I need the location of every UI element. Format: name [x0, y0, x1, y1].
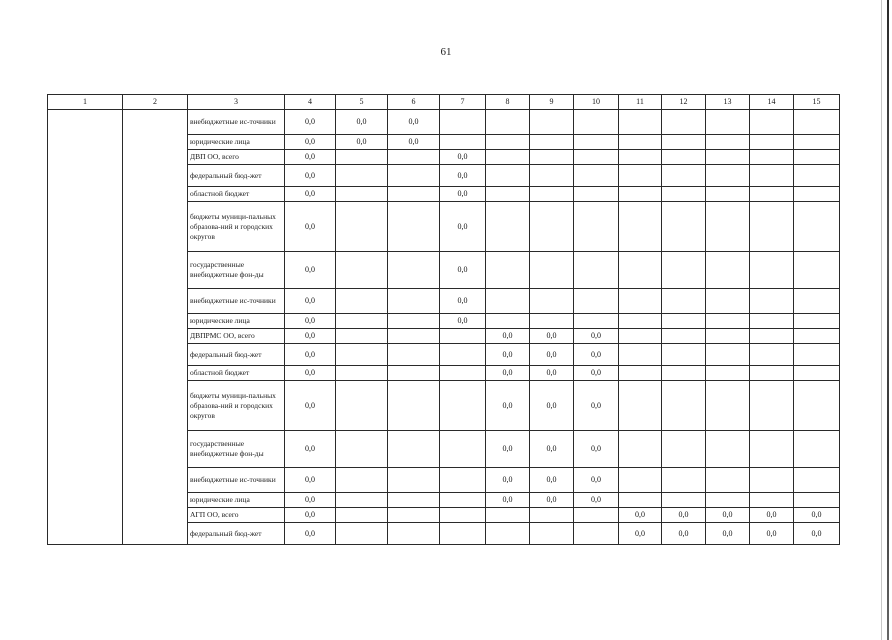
row-label: федеральный бюд-жет	[188, 165, 285, 187]
value-cell	[388, 289, 440, 314]
value-cell	[530, 110, 574, 135]
value-cell	[750, 381, 794, 431]
value-cell	[706, 187, 750, 202]
value-cell	[750, 329, 794, 344]
value-cell	[619, 202, 662, 252]
value-cell	[336, 314, 388, 329]
value-cell	[440, 329, 486, 344]
value-cell	[336, 431, 388, 468]
budget-table	[47, 94, 840, 545]
value-cell	[794, 187, 840, 202]
column-header-4: 4	[285, 95, 336, 110]
value-cell	[619, 187, 662, 202]
value-cell: 0,0	[285, 493, 336, 508]
value-cell	[336, 468, 388, 493]
value-cell	[706, 344, 750, 366]
value-cell	[662, 381, 706, 431]
value-cell	[486, 523, 530, 545]
value-cell	[794, 135, 840, 150]
column-header-13: 13	[706, 95, 750, 110]
column-header-6: 6	[388, 95, 440, 110]
value-cell: 0,0	[285, 289, 336, 314]
value-cell: 0,0	[486, 329, 530, 344]
value-cell	[619, 314, 662, 329]
value-cell	[619, 289, 662, 314]
value-cell	[440, 366, 486, 381]
value-cell	[486, 150, 530, 165]
value-cell	[486, 202, 530, 252]
value-cell	[388, 202, 440, 252]
value-cell	[574, 289, 619, 314]
value-cell	[336, 329, 388, 344]
value-cell	[530, 252, 574, 289]
value-cell	[440, 493, 486, 508]
value-cell	[336, 202, 388, 252]
value-cell: 0,0	[440, 289, 486, 314]
value-cell: 0,0	[440, 150, 486, 165]
value-cell	[336, 344, 388, 366]
value-cell	[336, 165, 388, 187]
value-cell: 0,0	[574, 381, 619, 431]
value-cell	[336, 381, 388, 431]
value-cell: 0,0	[388, 110, 440, 135]
value-cell	[336, 508, 388, 523]
value-cell	[619, 431, 662, 468]
column-header-8: 8	[486, 95, 530, 110]
value-cell	[662, 202, 706, 252]
value-cell: 0,0	[706, 508, 750, 523]
value-cell	[440, 135, 486, 150]
value-cell	[388, 150, 440, 165]
value-cell	[336, 523, 388, 545]
value-cell	[440, 508, 486, 523]
row-label: внебюджетные ис-точники	[188, 468, 285, 493]
value-cell: 0,0	[285, 165, 336, 187]
value-cell	[530, 508, 574, 523]
value-cell	[750, 366, 794, 381]
value-cell: 0,0	[530, 468, 574, 493]
value-cell	[662, 135, 706, 150]
value-cell	[794, 468, 840, 493]
row-label: юридические лица	[188, 493, 285, 508]
value-cell	[750, 135, 794, 150]
value-cell	[486, 252, 530, 289]
column-header-14: 14	[750, 95, 794, 110]
row-label: федеральный бюд-жет	[188, 523, 285, 545]
row-label: внебюджетные ис-точники	[188, 289, 285, 314]
value-cell: 0,0	[486, 366, 530, 381]
value-cell	[706, 431, 750, 468]
value-cell	[530, 150, 574, 165]
value-cell	[750, 202, 794, 252]
value-cell	[619, 165, 662, 187]
row-label: юридические лица	[188, 135, 285, 150]
value-cell: 0,0	[440, 165, 486, 187]
row-label: бюджеты муници-пальных образова-ний и городских округов	[188, 202, 285, 252]
value-cell	[750, 289, 794, 314]
value-cell	[336, 150, 388, 165]
value-cell: 0,0	[530, 344, 574, 366]
value-cell	[486, 314, 530, 329]
value-cell: 0,0	[794, 523, 840, 545]
value-cell	[574, 150, 619, 165]
page-number: 61	[440, 46, 452, 58]
column-header-7: 7	[440, 95, 486, 110]
value-cell	[486, 165, 530, 187]
row-label: государственные внебюджетные фон-ды	[188, 431, 285, 468]
value-cell	[388, 344, 440, 366]
value-cell	[440, 523, 486, 545]
value-cell: 0,0	[285, 314, 336, 329]
value-cell	[794, 314, 840, 329]
row-label: ДВПРМС ОО, всего	[188, 329, 285, 344]
value-cell	[662, 252, 706, 289]
value-cell	[662, 366, 706, 381]
value-cell	[619, 252, 662, 289]
value-cell: 0,0	[794, 508, 840, 523]
value-cell: 0,0	[285, 344, 336, 366]
value-cell	[794, 329, 840, 344]
value-cell	[619, 366, 662, 381]
value-cell: 0,0	[285, 150, 336, 165]
value-cell	[706, 202, 750, 252]
value-cell	[440, 344, 486, 366]
value-cell	[336, 493, 388, 508]
value-cell	[794, 165, 840, 187]
value-cell	[794, 150, 840, 165]
value-cell: 0,0	[706, 523, 750, 545]
value-cell	[388, 165, 440, 187]
value-cell: 0,0	[662, 508, 706, 523]
value-cell	[440, 381, 486, 431]
value-cell	[750, 187, 794, 202]
value-cell	[706, 150, 750, 165]
value-cell: 0,0	[285, 366, 336, 381]
value-cell	[574, 314, 619, 329]
value-cell: 0,0	[530, 366, 574, 381]
value-cell	[530, 187, 574, 202]
value-cell: 0,0	[440, 202, 486, 252]
value-cell	[706, 366, 750, 381]
value-cell	[486, 289, 530, 314]
value-cell	[336, 366, 388, 381]
value-cell	[619, 381, 662, 431]
value-cell	[574, 252, 619, 289]
value-cell	[794, 289, 840, 314]
value-cell	[706, 289, 750, 314]
value-cell: 0,0	[285, 431, 336, 468]
value-cell	[440, 110, 486, 135]
value-cell: 0,0	[530, 329, 574, 344]
value-cell: 0,0	[440, 252, 486, 289]
row-label: юридические лица	[188, 314, 285, 329]
row-label: областной бюджет	[188, 366, 285, 381]
value-cell	[486, 508, 530, 523]
value-cell	[574, 523, 619, 545]
value-cell	[662, 187, 706, 202]
value-cell	[574, 202, 619, 252]
column-header-3: 3	[188, 95, 285, 110]
scan-page-edge	[887, 0, 889, 640]
value-cell	[662, 493, 706, 508]
row-label: федеральный бюд-жет	[188, 344, 285, 366]
value-cell: 0,0	[574, 431, 619, 468]
value-cell	[388, 381, 440, 431]
value-cell	[794, 493, 840, 508]
value-cell: 0,0	[285, 202, 336, 252]
value-cell	[794, 252, 840, 289]
value-cell	[530, 314, 574, 329]
value-cell: 0,0	[530, 493, 574, 508]
value-cell: 0,0	[750, 523, 794, 545]
value-cell	[706, 381, 750, 431]
value-cell	[388, 314, 440, 329]
value-cell	[574, 110, 619, 135]
value-cell	[574, 187, 619, 202]
value-cell	[440, 431, 486, 468]
value-cell	[794, 344, 840, 366]
value-cell: 0,0	[574, 366, 619, 381]
value-cell	[388, 366, 440, 381]
value-cell: 0,0	[574, 493, 619, 508]
value-cell	[336, 252, 388, 289]
value-cell	[619, 135, 662, 150]
value-cell: 0,0	[530, 431, 574, 468]
value-cell	[530, 135, 574, 150]
row-label: областной бюджет	[188, 187, 285, 202]
value-cell: 0,0	[285, 508, 336, 523]
value-cell: 0,0	[285, 381, 336, 431]
row-label: государственные внебюджетные фон-ды	[188, 252, 285, 289]
column-header-2: 2	[123, 95, 188, 110]
value-cell	[662, 165, 706, 187]
value-cell	[440, 468, 486, 493]
table-row	[48, 110, 840, 135]
value-cell	[574, 135, 619, 150]
value-cell	[662, 431, 706, 468]
value-cell	[662, 289, 706, 314]
value-cell	[662, 110, 706, 135]
value-cell	[706, 329, 750, 344]
value-cell	[388, 187, 440, 202]
value-cell	[706, 493, 750, 508]
value-cell	[388, 468, 440, 493]
value-cell: 0,0	[486, 431, 530, 468]
value-cell	[706, 110, 750, 135]
value-cell	[619, 150, 662, 165]
value-cell	[794, 202, 840, 252]
value-cell: 0,0	[574, 468, 619, 493]
value-cell	[750, 344, 794, 366]
value-cell	[388, 493, 440, 508]
column-2-cell	[123, 110, 188, 545]
value-cell	[750, 165, 794, 187]
value-cell: 0,0	[285, 523, 336, 545]
value-cell	[336, 289, 388, 314]
value-cell	[706, 468, 750, 493]
column-header-12: 12	[662, 95, 706, 110]
row-label: ДВП ОО, всего	[188, 150, 285, 165]
value-cell: 0,0	[440, 187, 486, 202]
row-label: бюджеты муници-пальных образова-ний и городских округов	[188, 381, 285, 431]
value-cell	[706, 165, 750, 187]
value-cell: 0,0	[662, 523, 706, 545]
value-cell	[336, 187, 388, 202]
value-cell	[706, 135, 750, 150]
value-cell	[706, 252, 750, 289]
column-1-cell	[48, 110, 123, 545]
value-cell: 0,0	[574, 329, 619, 344]
value-cell	[794, 110, 840, 135]
value-cell	[662, 314, 706, 329]
value-cell	[486, 187, 530, 202]
value-cell	[662, 329, 706, 344]
value-cell	[750, 493, 794, 508]
column-header-11: 11	[619, 95, 662, 110]
value-cell	[530, 523, 574, 545]
value-cell	[619, 110, 662, 135]
column-header-1: 1	[48, 95, 123, 110]
value-cell: 0,0	[336, 135, 388, 150]
value-cell	[662, 468, 706, 493]
row-label: АГП ОО, всего	[188, 508, 285, 523]
column-header-15: 15	[794, 95, 840, 110]
value-cell: 0,0	[486, 381, 530, 431]
value-cell	[388, 431, 440, 468]
value-cell	[619, 344, 662, 366]
value-cell	[486, 135, 530, 150]
value-cell	[794, 366, 840, 381]
value-cell	[750, 110, 794, 135]
value-cell	[750, 314, 794, 329]
value-cell	[619, 329, 662, 344]
value-cell	[530, 202, 574, 252]
value-cell	[388, 329, 440, 344]
value-cell: 0,0	[750, 508, 794, 523]
value-cell	[662, 150, 706, 165]
value-cell: 0,0	[619, 508, 662, 523]
value-cell: 0,0	[336, 110, 388, 135]
value-cell	[750, 252, 794, 289]
value-cell	[388, 508, 440, 523]
value-cell	[486, 110, 530, 135]
table-header-row	[48, 95, 840, 110]
value-cell: 0,0	[530, 381, 574, 431]
value-cell	[706, 314, 750, 329]
value-cell	[619, 493, 662, 508]
value-cell	[530, 289, 574, 314]
value-cell: 0,0	[574, 344, 619, 366]
value-cell	[530, 165, 574, 187]
value-cell	[388, 252, 440, 289]
column-header-10: 10	[574, 95, 619, 110]
scan-shadow-line	[881, 0, 882, 640]
value-cell	[794, 431, 840, 468]
value-cell: 0,0	[440, 314, 486, 329]
value-cell	[750, 150, 794, 165]
value-cell	[619, 468, 662, 493]
value-cell	[574, 508, 619, 523]
table-body	[48, 95, 840, 545]
value-cell	[388, 523, 440, 545]
value-cell: 0,0	[285, 187, 336, 202]
value-cell	[794, 381, 840, 431]
value-cell: 0,0	[486, 344, 530, 366]
value-cell: 0,0	[285, 110, 336, 135]
row-label: внебюджетные ис-точники	[188, 110, 285, 135]
value-cell: 0,0	[486, 468, 530, 493]
value-cell: 0,0	[285, 468, 336, 493]
value-cell: 0,0	[285, 329, 336, 344]
value-cell: 0,0	[388, 135, 440, 150]
value-cell	[750, 431, 794, 468]
value-cell	[574, 165, 619, 187]
value-cell: 0,0	[285, 252, 336, 289]
column-header-5: 5	[336, 95, 388, 110]
column-header-9: 9	[530, 95, 574, 110]
value-cell	[662, 344, 706, 366]
value-cell: 0,0	[285, 135, 336, 150]
value-cell	[750, 468, 794, 493]
value-cell: 0,0	[486, 493, 530, 508]
value-cell: 0,0	[619, 523, 662, 545]
